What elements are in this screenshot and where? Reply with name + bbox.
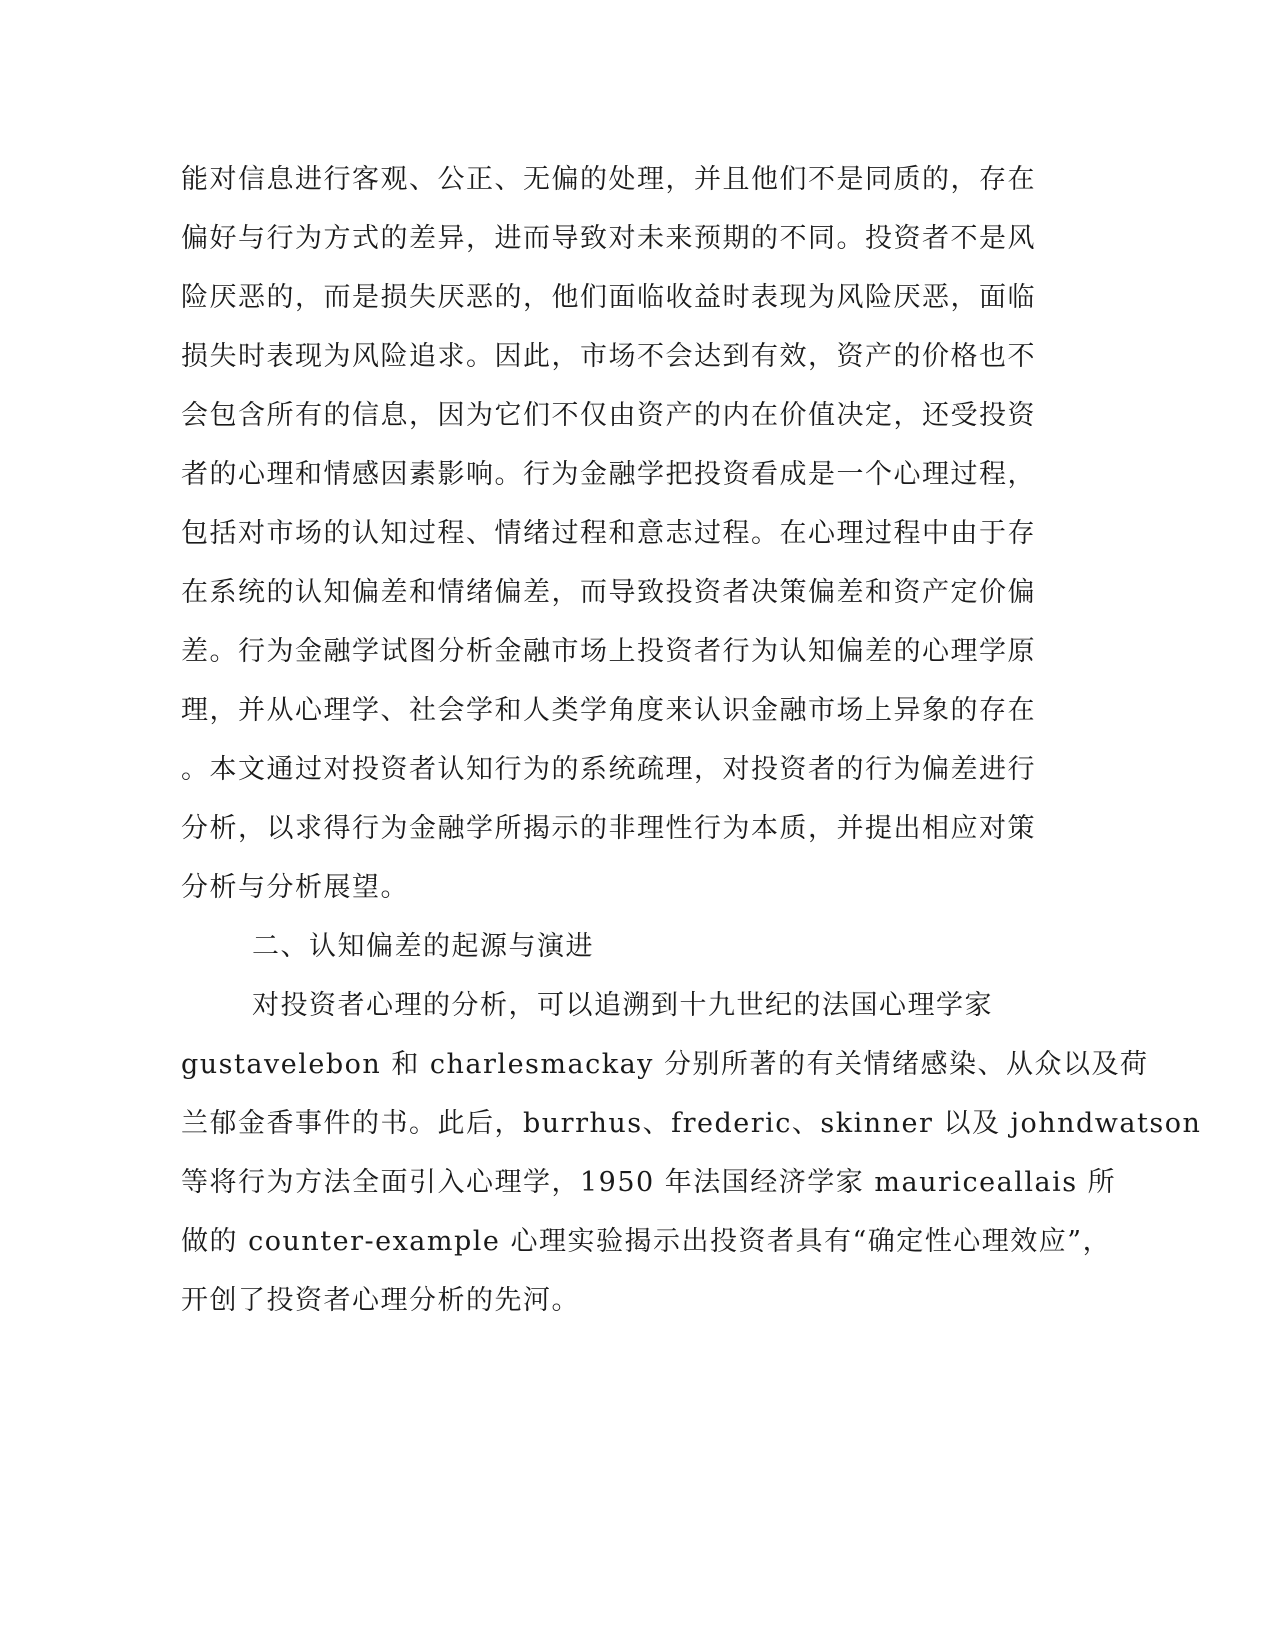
paragraph-line: 兰郁金香事件的书。此后，burrhus、frederic、skinner 以及 johndwatson <box>181 1108 1202 1139</box>
paragraph-line: 包括对市场的认知过程、情绪过程和意志过程。在心理过程中由于存 <box>181 518 1036 549</box>
paragraph-line: 做的 counter-example 心理实验揭示出投资者具有“确定性心理效应”， <box>181 1226 1112 1257</box>
paragraph-line: 等将行为方法全面引入心理学，1950 年法国经济学家 mauriceallais 所 <box>181 1167 1117 1198</box>
section-heading: 二、认知偏差的起源与演进 <box>252 931 594 962</box>
paragraph-line: gustavelebon 和 charlesmackay 分别所著的有关情绪感染、从众以及荷 <box>181 1049 1149 1080</box>
paragraph-line: 差。行为金融学试图分析金融市场上投资者行为认知偏差的心理学原 <box>181 636 1036 667</box>
paragraph-line: 开创了投资者心理分析的先河。 <box>181 1285 580 1316</box>
paragraph-line: 理，并从心理学、社会学和人类学角度来认识金融市场上异象的存在 <box>181 695 1036 726</box>
paragraph-line: 在系统的认知偏差和情绪偏差，而导致投资者决策偏差和资产定价偏 <box>181 577 1036 608</box>
paragraph-line: 偏好与行为方式的差异，进而导致对未来预期的不同。投资者不是风 <box>181 223 1036 254</box>
paragraph-line: 损失时表现为风险追求。因此，市场不会达到有效，资产的价格也不 <box>181 341 1036 372</box>
paragraph-line: 者的心理和情感因素影响。行为金融学把投资看成是一个心理过程， <box>181 459 1036 490</box>
paragraph-line: 分析与分析展望。 <box>181 872 409 903</box>
paragraph-line: 。本文通过对投资者认知行为的系统疏理，对投资者的行为偏差进行 <box>181 754 1036 785</box>
paragraph-line: 对投资者心理的分析，可以追溯到十九世纪的法国心理学家 <box>252 990 993 1021</box>
paragraph-line: 分析，以求得行为金融学所揭示的非理性行为本质，并提出相应对策 <box>181 813 1036 844</box>
paragraph-line: 险厌恶的，而是损失厌恶的，他们面临收益时表现为风险厌恶，面临 <box>181 282 1036 313</box>
paragraph-line: 会包含所有的信息，因为它们不仅由资产的内在价值决定，还受投资 <box>181 400 1036 431</box>
paragraph-line: 能对信息进行客观、公正、无偏的处理，并且他们不是同质的，存在 <box>181 164 1036 195</box>
